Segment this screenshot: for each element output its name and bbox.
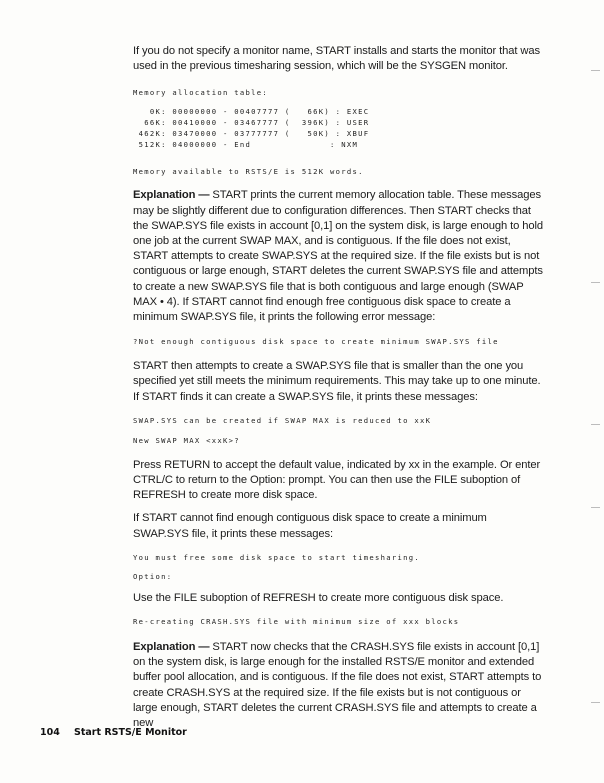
explanation-lead: Explanation — — [133, 189, 213, 202]
explanation-paragraph-crash — [133, 640, 545, 731]
margin-mark — [591, 507, 600, 508]
free-space-message: You must free some disk space to start timesharing. — [133, 552, 420, 562]
margin-mark — [591, 702, 600, 703]
page-footer — [40, 727, 187, 738]
crash-recreate-message: Re-creating CRASH.SYS file with minimum size of xxx blocks — [133, 617, 460, 627]
explanation-text: START prints the current memory allocation table. These messages may be slightly different due to configuration differences. Then START checks that the SWAP.SYS file exists in account [0,1] on the system disk, is large enough to hold one job at the current SWAP MAX, and is contiguous. If the file does not exist, START attempts to create SWAP.SYS at the required size. If the file exists but is not contiguous or large enough, START deletes the current SWAP.SYS file and attempts to create a new SWAP.SYS file that is both contiguous and large enough (SWAP MAX • 4). If START cannot find enough free contiguous disk space to create a minimum SWAP.SYS file, it prints the following error message: — [133, 189, 544, 324]
margin-mark — [591, 424, 600, 425]
intro-paragraph: If you do not specify a monitor name, START installs and starts the monitor that was used in the previous timesharing session, which will be the SYSGEN monitor. — [133, 45, 540, 73]
memory-table-row: 66K: 00410000 - 03467777 ( 396K) : USER — [133, 118, 370, 128]
memory-table-row: 462K: 03470000 - 03777777 ( 50K) : XBUF — [133, 129, 370, 139]
page-number: 104 — [40, 727, 60, 738]
paragraph-press-return: Press RETURN to accept the default value, indicated by xx in the example. Or enter CTRL/C to return to the Option: prompt. You can then use the FILE suboption of REFRESH to create more disk space. — [133, 458, 541, 502]
paragraph-smaller-swap: START then attempts to create a SWAP.SYS file that is smaller than the one you specified yet still meets the minimum requirements. This may take up to one minute. If START finds it can create a SWAP.SYS file, it prints these messages: — [133, 360, 541, 403]
swap-max-prompt: New SWAP MAX <xxK>? — [133, 435, 240, 445]
explanation-text: START now checks that the CRASH.SYS file exists in account [0,1] on the system disk, is large enough for the installed RSTS/E monitor and extended buffer pool allocation, and is contiguous. If the file does not exist, START attempts to create CRASH.SYS at the required size. If the file exists but is not contiguous or large enough, START deletes the current CRASH.SYS file and attempts to create a new — [133, 641, 542, 730]
paragraph-not-enough-space: If START cannot find enough contiguous disk space to create a minimum SWAP.SYS file, it prints these messages: — [133, 512, 487, 540]
margin-mark — [591, 70, 600, 71]
memory-table-row: 512K: 04000000 - End : NXM — [133, 140, 359, 150]
memory-available: Memory available to RSTS/E is 512K words. — [133, 167, 364, 177]
swap-reduce-message: SWAP.SYS can be created if SWAP MAX is reduced to xxK — [133, 415, 432, 425]
margin-mark — [591, 282, 600, 283]
error-message: ?Not enough contiguous disk space to create minimum SWAP.SYS file — [133, 337, 499, 347]
memory-table-header: Memory allocation table: — [133, 88, 269, 98]
explanation-lead: Explanation — — [133, 641, 213, 654]
page-content — [133, 44, 545, 739]
paragraph-use-refresh: Use the FILE suboption of REFRESH to create more contiguous disk space. — [133, 591, 504, 604]
explanation-paragraph — [133, 188, 545, 325]
footer-title: Start RSTS/E Monitor — [74, 727, 187, 738]
option-prompt: Option: — [133, 571, 173, 581]
memory-table-row: 0K: 00000000 - 00407777 ( 66K) : EXEC — [133, 107, 370, 117]
